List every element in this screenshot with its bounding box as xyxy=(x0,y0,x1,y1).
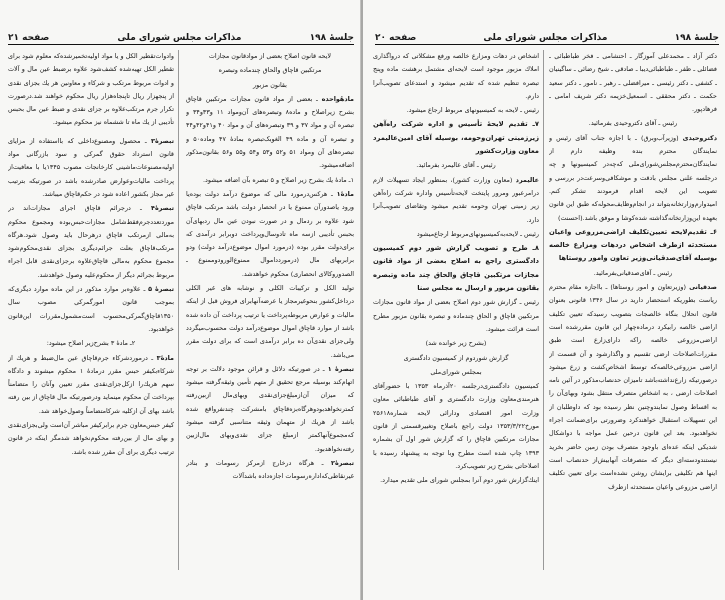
paragraph-lead: تبصرهٔ ۱ xyxy=(327,364,354,373)
centered-line xyxy=(186,79,354,92)
paragraph-text: اینك‌گزارش شور دوم آنرا بمجلس شورای ملی تقدیم میدارد. xyxy=(380,476,539,485)
page-20 xyxy=(363,0,725,600)
paragraph xyxy=(8,352,174,418)
paragraph-text: رئیس ـ گزارش شور دوم اصلاح بعضی از مواد قانون مجازات مرتکبین قاچاق و الحاق چندماده و تبصره بقانون مزبور مطرح است قرائت میشود. xyxy=(373,298,539,333)
paragraph xyxy=(8,419,174,459)
paragraph xyxy=(373,380,539,473)
session-number: جلسهٔ ۱۹۸ xyxy=(309,33,354,43)
paragraph xyxy=(186,188,354,281)
column-divider xyxy=(178,50,179,570)
paragraph xyxy=(549,132,717,225)
paragraph-text: کمیسیون دادگستری‌درجلسه ۲۰آذرماه ۱۳۵۳ با حضورآقای هنرمندی‌معاون وزارت دادگستری و آقای طباطبائی معاون وزارت امور اقتصادی ودارائی لایحه شماره۲۵۶۱۸ مورخ۱۳۵۳/۳/۲۲ دولت راجع باصلاح وتغییرقسمتی از قانون مجازات مرتکبین قاچاق را که گزارش شور اول آن بشماره ۱۳۹۳ چاپ شده است مطرح وبا توجه به پیشنهاد رسیده با اصلاحاتی بشرح زیر تصویب‌کرد. xyxy=(373,382,539,470)
paragraph-text: (معاون وزارت کشور)، بمنظور ایجاد تسهیلات لازم درامرعبور ومرور پایتخت لایحه‌تأسیس واداره شرکت راه‌آهن زیر زمینی تهران وحومه تقدیم میشود وتقاضای تصویب‌آنرا دارد. xyxy=(373,175,539,224)
paragraph-text: ـ درموردشرکاء جرم‌قاچاق عین مال‌ضبط و هریك از شرکاءبکیفر حبس مقرر درمادهٔ ۱ محکوم میشوند و دادگاه سهم هریك‌را ازکل‌جزای‌نقدی مقرر تعیین وآنان را متضامناً بپرداخت آن محکوم مینماید ودرصورتیکه مال قاچاق از بین رفته باشد بهای آن ازکلیه شرکامتضامناً وصول‌خواهد شد. xyxy=(8,353,174,415)
page-header xyxy=(8,30,354,45)
paragraph xyxy=(373,50,539,103)
paragraph-lead: مادهٔ۳ xyxy=(156,353,174,362)
paragraph-lead: تبصرهٔ۲ xyxy=(331,458,354,467)
paragraph-text: دکتر آزاد ـ محمدعلی آموزگار ـ احتشامی ـ فخر طباطبائی ـ فضائلی ـ ظفر ـ طباطبائی‌دیبا ـ صادقی ـ شیخ رضائی ـ ساگینیان ـ کشفی ـ دکتر رئیسی ـ میرافضلی ـ رهبر ـ نامور ـ دکتر سعید حکمت ـ دکتر محققی ـ اسمعیل‌خزیمه دکتر شریف امامی ـ فرهادپور. xyxy=(549,52,717,114)
column-divider xyxy=(543,50,544,570)
paragraph-text: ۸ـ طرح و تصویب گزارش شور دوم کمیسیون دادگستری راجع به اصلاح بعضی از مواد قانون مجازات مرتکبین قاچاق والحاق چند ماده وتبصره بقانون مزبور و ارسال به مجلس سنا xyxy=(373,244,539,293)
paragraph-text: ـ محصول ومصنوع‌داخلی که بااستفاده از مزایای قانون استرداد حقوق گمرکی و سود بازرگانی مواد اولیه‌مصنوعات‌ماشینی کارخانجات مصوب ۱۳۴۵یا با معافیت‌از پرداخت مالیات‌وعوارض صادرشده باشد در صورتیکه بترتیب غیر مجاز بکشور اعاده شود در حکم‌قاچاق میباشد. xyxy=(8,136,174,198)
paragraph xyxy=(373,474,539,487)
session-number: جلسهٔ ۱۹۸ xyxy=(674,33,719,43)
text-column-left xyxy=(373,50,539,572)
centered-line xyxy=(549,117,717,130)
centered-line xyxy=(373,337,539,350)
paragraph-text: لایحه قانون اصلاح بعضی از موادقانون مجازات xyxy=(208,52,332,60)
paragraph-lead: دکتروحیدی xyxy=(682,133,717,142)
text-column-right xyxy=(186,50,354,572)
paragraph-text: رئیس ـ آقای عالیمرد بفرمائید. xyxy=(416,161,496,170)
paragraph xyxy=(373,296,539,336)
paragraph-text: (بشرح زیر خوانده شد) xyxy=(425,339,487,348)
header-title: مذاکرات مجلس شورای ملی xyxy=(483,33,608,43)
paragraph-text: رئیس ـ لایحه به کمیسیونهای مربوط ارجاع میشود. xyxy=(406,106,539,115)
paragraph-lead: تبصرهٔ۴ xyxy=(151,204,174,213)
paragraph xyxy=(186,282,354,362)
paragraph xyxy=(186,93,354,173)
paragraph-text: ۱ـ مادهٔ یك بشرح زیر اصلاح و ۵ تبصره بآن اضافه میشود. xyxy=(203,175,354,184)
paragraph xyxy=(549,281,717,494)
paragraph-lead: صدقیانی xyxy=(689,283,717,292)
paragraph-lead: تبصرهٔ۳ xyxy=(151,136,174,145)
paragraph-text: ـ علاوه‌بر موارد مذکور در این ماده موارد دیگری‌که بموجب قانون امورگمرکی مصوب سال ۱۳۵۰قاچاق‌گمرکی‌محسوب است‌مشمول‌مقررات این‌قانون خواهدبود. xyxy=(8,285,174,333)
paragraph-text: مرتکبین قاچاق والحاق چندماده وتبصره xyxy=(218,66,322,75)
paragraph xyxy=(373,228,539,241)
paragraph-text: رئیس ـ آقای‌صدقیانی‌بفرمائید. xyxy=(593,268,673,277)
paragraph-text: بقانون مزبور xyxy=(253,80,287,89)
paragraph-lead: عالیمرد xyxy=(515,175,539,184)
paragraph-text: ـ بعضی از مواد قانون مجازات مرتکبین قاچاق بشرح زیراصلاح و ماده۸ وتبصره‌های آن‌ومواد ۱۱ و۳۳و۳۴ و تبصره آن و مواد ۳۷ و ۳۹ وتبصره‌های آن و مواد ۴۰ و۴۱و۴۲و۴۴ و تبصره آن و ماده ۴۹ الغوبک‌تبصره بمادهٔ ۴۷ وماده۵۰ و تبصره‌های آن ومواد ۵۱ و۵۲ و۵۳ و۵۴ و۵۵ و۵۶ بقانون‌مذکور اضافه‌میشود. xyxy=(186,94,354,170)
paragraph-text: ـ درجرائم قاچاق اجرای مجازات‌اند در موردتعددجرم‌فقط‌شامل مجازات‌حبس‌بوده ومجموع محکوم بەمالی ازمرتکب قاچاق درهرحال باید وصول شود.هرگاه مرتکب‌قاچاق بعلت جرائم‌دیگری بجزای نقدی‌محکوم‌شود مجموع محکوم بەمالی قاچاق‌علاوه برجزای‌نقدی قابل اجراء مربوط بجرائم دیگر از محکوم‌علیه وصول خواهدشد. xyxy=(8,204,174,279)
header-title: مذاکرات مجلس شورای ملی xyxy=(117,33,242,43)
paragraph-lead: مادهٔ۱ xyxy=(336,189,354,198)
paragraph-text: رئیس ـ آقای دکتروحیدی بفرمائید. xyxy=(588,119,678,128)
paragraph-text: (وزیرآب‌وبرق) ـ با اجازه جناب آقای رئیس و نمایندگان محترم بنده وظیفه دارم از نمایندگان‌محترم‌مجلس‌شورای‌ملی که‌چه‌در کمیسیونها و چه درجلسه علنی مجلس بادقت و موشکافی‌وسرعت‌در بررسی و تصویب این لایحه اقدام فرمودند تشکر کنم. امیدوارم‌وزارتخانه‌بتواند در انجام‌وظایف‌محوله‌که طبق این قانون بعهده این‌وزارتخانه‌گذاشته شده‌کوشا و موفق باشد.(احسنت) xyxy=(549,133,717,222)
paragraph-text: ـ در صورتیکه دلائل و قرائن موجود دلالت بر توجه اتهام‌کند بوسیله مرجع تحقیق از متهم تأمین وثیقه‌گرفته میشود که میزان آن‌ازمبلغ‌جزای‌نقدی وبهای‌مال ازبین‌رفته کمترنخواهدبود‌وهرگاه‌بزه‌قاچاق بامشرکت چندنفرواقع شده باشد از هریك از متهمان وثیقه متناسبی گرفته میشود کەمجموع‌آنهاکمتر ازمبلغ جزای نقدی‌وبهای مال‌ازبین رفته‌نخواهدبود. xyxy=(186,364,354,453)
paragraph xyxy=(8,202,174,282)
paragraph-text: اشخاص در دهات ومزارع خالصه ورفع مشکلاتی که درواگذاری املاك مزبور موجود است لایحه‌ای مشتمل برهشت ماده وپنج تبصره تنظیم شده که تقدیم میشود و استدعای تصویب‌آنرا دارم. xyxy=(373,52,539,100)
paragraph-text: بمجلس شورای‌ملی xyxy=(430,367,482,376)
paragraph-text: رئیس ـ لایحه‌بەکمیسیونهای‌مربوط ارجاع‌میشود xyxy=(416,229,539,238)
centered-line xyxy=(373,366,539,379)
text-column-right xyxy=(549,50,717,572)
paragraph xyxy=(373,174,539,227)
paragraph-text: ـ هرکس‌درمورد مالی که موضوع درآمد دولت بوده‌یا ورود یاصدورآن ممنوع یا در انحصار دولت باشد مرتکب قاچاق شود علاوه بر ردمال و در صورت نبودن عین مال ردبهای‌آن بحبس تأدیبی ازسه ماه تادوسال‌وپرداخت دوبرابر درآمدی که برای‌دولت مقرر بوده (درمورد اموال موضوع‌درآمد دولت) ودو برابربهای مال (درموردداموال ممنوع‌الورود‌وممنوع ـ الصدوروکالای انحصاری) محکوم خواهدشد. xyxy=(186,189,354,278)
paragraph-lead: مادهٔواحده xyxy=(321,94,354,103)
paragraph xyxy=(373,104,539,117)
centered-line xyxy=(373,352,539,365)
paragraph-text: کیفر حبس‌معاون جرم برابرکیفر مباشر آن‌است ولی‌بجزای‌نقدی و بهای مال از بین‌رفته محکوم‌نخواهد شدمگر اینکه در قانون ترتیب دیگری برای آن مقرر شده باشد. xyxy=(8,421,174,456)
paragraph xyxy=(186,457,354,484)
page-21 xyxy=(0,0,362,600)
agenda-heading xyxy=(373,118,539,158)
paragraph xyxy=(8,50,174,130)
paragraph xyxy=(186,174,354,187)
agenda-heading xyxy=(549,226,717,266)
paragraph-lead: تبصرهٔ ۵ xyxy=(148,285,174,294)
paragraph-text: وادوات‌تقطیر الکل و یا مواد اولیه‌تخمیرشده‌که معلوم شود برای تقطیر الکل تهیه‌شده کشف‌شود علاوه برضبط عین مال و آلات و ادوات مربوط مرتکب و شرکاء و معاونین هر یك بجزای نقدی از پنجهزار ریال تاپنجاەهزار ریال محکوم خواهند شد.درصورت تکرار جرم مرتکب‌علاوه بر جزای نقدی و ضبط عین مال بحبس تأدیبی از یك ماه تا ششماه نیز محکوم میشود. xyxy=(8,52,174,127)
paragraph xyxy=(8,283,174,336)
paragraph-text: (وزیرتعاون و امور روستاها) ـ بااجازه مقام محترم ریاست بطوریکه استحضار دارید در سال ۱۳۴۶ قانونی بعنوان قانون انحلال بنگاه خالصجات بتصویب رسید‌که تعیین تکلیف اراضی خالصه رابیکرد درماده‌چهار این قانون مقررشده است اراضی‌مزروعی خالصه راکه دارای‌زارع است طبق مقررات‌اصلاحات ارضی تقسیم و واگذارشود و آن قسمت از اراضی مزروعی‌خالصه‌که توسط اشخاص‌کشت و زرع میشود درصورتیکه زارع‌نداشته‌باشد تامیزان حدنصاب‌مذکور در آئین نامه اصلاحات ارضی ، به اشخاص متصرف منتقل بشود وبهای‌آن را به اقساط وصول نمایندوچنین نظر رسیده بود که داوطلبان از این تسهیلات استقبال خواهندکرد وضرورتی برای‌ضمانت اجراء نخواهدبود. بعد این قانون درحین عمل مواجه با دواشکال شدیکی اینکه عده‌ای باوجود متصرف بودن زمین حاضر بخرید نیستندودسته‌ای دیگر که متصرفات آنهابیش‌از حدنصاب است اینها هم تکلیفی برایشان روشن نشده‌است برای تعیین تکلیف اراضی مزروعی واعیان مستحدثه ازطرف xyxy=(549,283,717,491)
page-number: صفحه ۲۱ xyxy=(8,33,50,43)
paragraph-text: ۲ـ مادهٔ ۳ بشرح‌زیر اصلاح میشود: xyxy=(46,339,136,348)
paragraph-text: گزارش شوردوم از کمیسیون دادگستری xyxy=(403,353,509,362)
text-column-left xyxy=(8,50,174,572)
page-header xyxy=(375,30,719,45)
agenda-heading xyxy=(373,242,539,295)
paragraph-text: تولید الکل و ترکیبات الکلی و نوشابه های غیر الکلی درداخل‌کشور بنحوغیرمجاز یا عرضه‌آنهابرای فروش قبل از اینکه مالیات و عوارض مربوطه‌پرداخت یا ترتیب پرداخت آن داده شده باشد از موارد قاچاق اموال موضوع‌درآمد دولت محسوب‌میگردد ولی‌جزای نقدی‌آن ده برابر درآمدی است که برای دولت مقرر می‌باشد. xyxy=(186,284,354,359)
paragraph xyxy=(186,363,354,456)
paragraph-text: ۷ـ تقدیم لایحهٔ تأسیس و اداره شرکت راه‌آهن زیرزمینی تهران‌وحومه، بوسیله آقای امین‌عالیمرد معاون وزارت‌کشور xyxy=(373,120,539,156)
paragraph-text: ـ هرگاه درخارج ازمرکز رسومات و بنادر غیرنقاطی‌کەادارەرسومات اجازه‌داده باشدآلات xyxy=(186,458,354,481)
centered-line xyxy=(186,64,354,77)
centered-line xyxy=(549,267,717,280)
centered-line xyxy=(8,337,174,350)
paragraph-text: ۶ـ تقدیم‌لایحه تعیین‌تکلیف اراضی‌مزروعی واعیان مستحدثه ازطرف اشخاص دردهات ومزارع خالصه بوسیله آقای‌صدقیانی‌وزیر تعاون وامور روستاها xyxy=(549,227,717,263)
paragraph xyxy=(549,50,717,116)
paragraph xyxy=(8,135,174,201)
centered-line xyxy=(186,50,354,63)
centered-line xyxy=(373,159,539,172)
page-number: صفحه ۲۰ xyxy=(375,33,417,43)
